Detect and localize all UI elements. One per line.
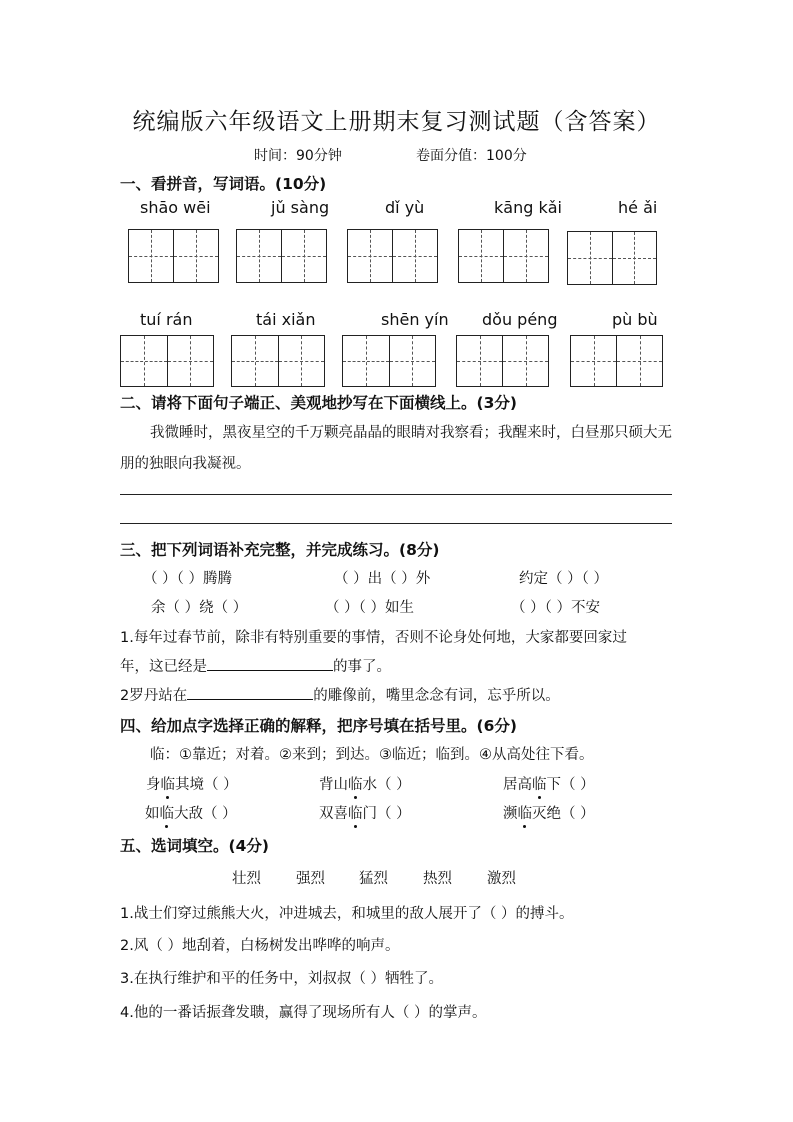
fill-blank-2[interactable] — [187, 685, 313, 700]
exam-time: 时间：90分钟 — [254, 148, 342, 164]
pinyin-3: dǐ yù — [385, 198, 425, 217]
writing-box-7[interactable] — [231, 335, 325, 387]
writing-box-8[interactable] — [342, 335, 436, 387]
fill-question-1: 1.战士们穿过熊熊大火，冲进城去，和城里的敌人展开了（ ）的搏斗。 — [120, 906, 574, 922]
word-choice-1: 壮烈 — [232, 871, 261, 887]
copy-sentence-line-2: 朋的独眼向我凝视。 — [120, 456, 251, 472]
pinyin-2: jǔ sàng — [271, 198, 330, 217]
definition-list: 临：①靠近；对着。②来到；到达。③临近；临到。④从高处往下看。 — [150, 747, 594, 763]
section-1-heading: 一、看拼音，写词语。(10分) — [120, 175, 327, 193]
pinyin-9: dǒu péng — [482, 310, 558, 329]
pinyin-7: tái xiǎn — [256, 310, 316, 329]
word-item-5: 双喜临门（ ） — [319, 802, 411, 823]
pinyin-10: pù bù — [612, 310, 658, 329]
idiom-2: （ ）出（ ）外 — [334, 571, 431, 587]
word-item-4: 如临大敌（ ） — [145, 802, 237, 823]
question-1-line-2: 年，这已经是 的事了。 — [120, 655, 391, 676]
question-1-line-1: 1.每年过春节前，除非有特别重要的事情，否则不论身处何地，大家都要回家过 — [120, 630, 627, 646]
word-item-1: 身临其境（ ） — [146, 773, 238, 794]
answer-line-1[interactable] — [120, 494, 672, 495]
word-choice-2: 强烈 — [296, 871, 325, 887]
word-item-3: 居高临下（ ） — [503, 773, 595, 794]
section-3-heading: 三、把下列词语补充完整，并完成练习。(8分) — [120, 541, 440, 559]
answer-line-2[interactable] — [120, 523, 672, 524]
idiom-5: （ ）（ ）如生 — [325, 600, 414, 616]
word-choice-5: 激烈 — [487, 871, 516, 887]
section-2-heading: 二、请将下面句子端正、美观地抄写在下面横线上。(3分) — [120, 394, 517, 412]
pinyin-8: shēn yín — [381, 310, 449, 329]
pinyin-1: shāo wēi — [140, 198, 211, 217]
section-5-heading: 五、选词填空。(4分) — [120, 837, 269, 855]
copy-sentence-line-1: 我微睡时，黑夜星空的千万颗亮晶晶的眼睛对我察看；我醒来时，白昼那只硕大无 — [150, 425, 672, 441]
pinyin-4: kāng kǎi — [494, 198, 562, 217]
pinyin-6: tuí rán — [140, 310, 193, 329]
fill-blank-1[interactable] — [207, 656, 333, 671]
writing-box-5[interactable] — [567, 231, 657, 285]
word-item-2: 背山临水（ ） — [319, 773, 411, 794]
question-2: 2罗丹站在 的雕像前，嘴里念念有词，忘乎所以。 — [120, 684, 560, 705]
section-4-heading: 四、给加点字选择正确的解释，把序号填在括号里。(6分) — [120, 717, 517, 735]
idiom-1: （ ）（ ）腾腾 — [143, 571, 232, 587]
writing-box-6[interactable] — [120, 335, 214, 387]
page-title: 统编版六年级语文上册期末复习测试题（含答案） — [132, 109, 661, 135]
idiom-3: 约定（ ）（ ） — [519, 571, 608, 587]
word-item-6: 濒临灭绝（ ） — [503, 802, 595, 823]
word-choice-4: 热烈 — [423, 871, 452, 887]
writing-box-10[interactable] — [570, 335, 663, 387]
idiom-6: （ ）（ ）不安 — [511, 600, 600, 616]
writing-box-3[interactable] — [347, 229, 438, 283]
pinyin-5: hé ǎi — [618, 198, 658, 217]
fill-question-2: 2.风（ ）地刮着，白杨树发出哗哗的响声。 — [120, 938, 400, 954]
writing-box-9[interactable] — [456, 335, 549, 387]
exam-score: 卷面分值：100分 — [416, 148, 527, 164]
writing-box-1[interactable] — [128, 229, 219, 283]
writing-box-2[interactable] — [236, 229, 327, 283]
writing-box-4[interactable] — [458, 229, 549, 283]
fill-question-3: 3.在执行维护和平的任务中，刘叔叔（ ）牺牲了。 — [120, 971, 443, 987]
word-choice-3: 猛烈 — [359, 871, 388, 887]
idiom-4: 余（ ）绕（ ） — [151, 600, 248, 616]
fill-question-4: 4.他的一番话振聋发聩，赢得了现场所有人（ ）的掌声。 — [120, 1005, 487, 1021]
